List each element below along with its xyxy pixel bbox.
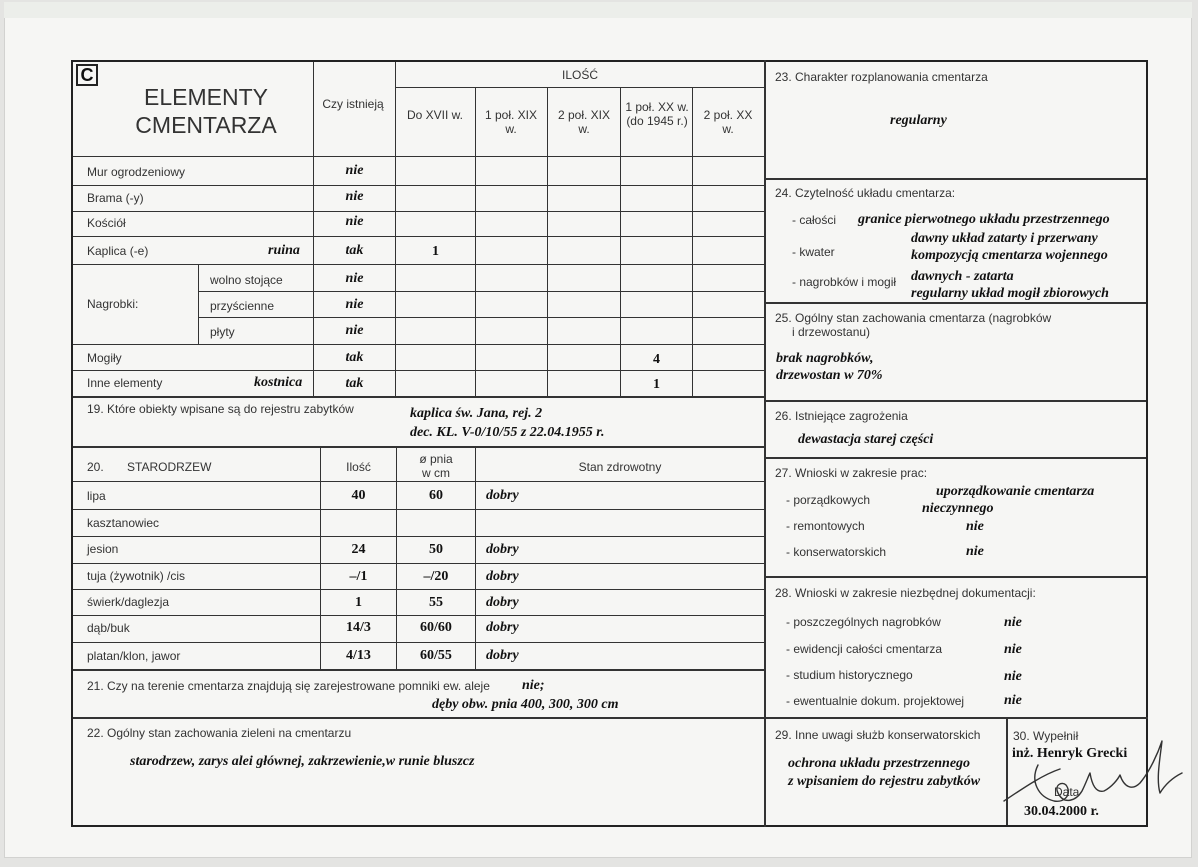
tree-state: dobry [486,595,519,610]
header-ilosc: ILOŚĆ [561,68,598,82]
tree-count: 40 [351,488,366,503]
s24-nagrobkow-value-line2: regularny układ mogił zbiorowych [911,286,1109,301]
header-czy-istnieja: Czy istnieją [322,97,384,111]
nagrobki-exists: nie [345,271,364,286]
tree-species: dąb/buk [87,621,130,635]
tree-diameter: 50 [429,542,443,557]
tree-species: jesion [87,542,119,556]
tree-diameter: 60 [429,488,443,503]
s28-item-value: nie [1004,693,1022,708]
s28-item-label: - ewentualnie dokum. projektowej [786,694,965,708]
s28-item-label: - ewidencji całości cmentarza [786,642,943,656]
s26-value: dewastacja starej części [798,432,934,447]
tree-diameter: 55 [429,595,443,610]
s24-label: 24. Czytelność układu cmentarza: [775,186,956,200]
nagrobki-exists: nie [345,323,364,338]
tree-state: dobry [486,542,519,557]
s23-value: regularny [890,113,947,128]
s20-number: 20. [87,460,104,474]
header-title-line2: CMENTARZA [135,112,277,138]
element-label: Kaplica (-e) [87,244,149,258]
element-label: Kościół [87,216,126,230]
s20-title: STARODRZEW [127,460,212,474]
s27-kons-label: - konserwatorskich [786,545,887,559]
tree-species: kasztanowiec [87,516,160,530]
s26-label: 26. Istniejące zagrożenia [775,409,908,423]
s28-item-value: nie [1004,669,1022,684]
s28-item-value: nie [1004,642,1022,657]
s30-date: 30.04.2000 r. [1024,804,1099,819]
s20-col-ilosc: Ilość [346,460,371,474]
tree-count: 24 [351,542,366,557]
s25-label-line1: 25. Ogólny stan zachowania cmentarza (nagrobków [775,311,1052,325]
element-label: Mogiły [87,351,122,365]
element-note: kostnica [254,375,303,390]
s22-value: starodrzew, zarys alei głównej, zakrzewienie,w runie bluszcz [130,754,475,769]
s28-item-label: - poszczególnych nagrobków [786,615,941,629]
header-period-2: 1 poł. XIX w. [484,108,538,136]
tree-diameter: –/20 [423,569,449,584]
s19-value-line2: dec. KL. V-0/10/55 z 22.04.1955 r. [410,425,605,440]
nagrobki-label: Nagrobki: [87,297,139,311]
s24-kwater-label: - kwater [792,245,835,259]
s28-label: 28. Wnioski w zakresie niezbędnej dokumentacji: [775,586,1036,600]
s24-nagrobkow-label: - nagrobków i mogił [792,275,897,289]
element-note: ruina [268,243,300,258]
tree-species: świerk/daglezja [87,595,170,609]
signature [1000,735,1190,825]
s27-porz-label: - porządkowych [786,493,871,507]
tree-count: –/1 [349,569,368,584]
s27-rem-value: nie [966,519,984,534]
s29-label: 29. Inne uwagi służb konserwatorskich [775,728,981,742]
s27-porz-value-line2: nieczynnego [922,501,994,516]
s30-name: inż. Henryk Grecki [1012,746,1128,761]
element-count: 4 [653,352,660,367]
header-letter-box: C [76,64,98,86]
element-count: 1 [653,377,660,392]
element-exists: nie [345,163,364,178]
s20-col-state: Stan zdrowotny [578,460,662,474]
s27-porz-value-line1: uporządkowanie cmentarza [936,484,1095,499]
tree-state: dobry [486,648,519,663]
s28-item-label: - studium historycznego [786,668,913,682]
s21-value-line1: nie; [522,678,545,693]
s21-label: 21. Czy na terenie cmentarza znajdują się zarejestrowane pomniki ew. aleje [87,679,490,693]
tree-species: lipa [87,489,106,503]
element-exists: tak [345,376,364,391]
element-exists: tak [345,350,364,365]
s20-col-diam-line2: w cm [422,466,450,480]
top-strip [4,2,1192,18]
element-label: Inne elementy [87,376,163,390]
s24-kwater-value-line1: dawny układ zatarty i przerwany [911,231,1098,246]
s27-kons-value: nie [966,544,984,559]
s24-calosci-value: granice pierwotnego układu przestrzennego [858,212,1110,227]
nagrobki-type: przyścienne [210,299,275,313]
s28-item-value: nie [1004,615,1022,630]
tree-state: dobry [486,569,519,584]
s21-value-line2: dęby obw. pnia 400, 300, 300 cm [432,697,619,712]
s24-nagrobkow-value-line1: dawnych - zatarta [911,269,1014,284]
tree-count: 14/3 [346,620,371,635]
nagrobki-exists: nie [345,297,364,312]
element-exists: nie [345,214,364,229]
s23-label: 23. Charakter rozplanowania cmentarza [775,70,988,84]
s30-date-label: Data [1054,785,1080,799]
s24-kwater-value-line2: kompozycją cmentarza wojennego [911,248,1108,263]
s29-value-line2: z wpisaniem do rejestru zabytków [788,774,981,789]
s25-value-line2: drzewostan w 70% [776,368,883,383]
tree-diameter: 60/55 [420,648,452,663]
s25-label-line2: i drzewostanu) [792,325,871,339]
tree-state: dobry [486,488,519,503]
s25-value-line1: brak nagrobków, [776,351,874,366]
tree-species: platan/klon, jawor [87,649,181,663]
s19-value-line1: kaplica św. Jana, rej. 2 [410,406,543,421]
element-count: 1 [432,244,439,259]
s20-col-diam-line1: ø pnia [419,452,453,466]
nagrobki-type: wolno stojące [210,273,283,287]
element-exists: tak [345,243,364,258]
element-exists: nie [345,189,364,204]
element-label: Brama (-y) [87,191,144,205]
tree-state: dobry [486,620,519,635]
tree-count: 4/13 [346,648,371,663]
s19-label: 19. Które obiekty wpisane są do rejestru zabytków [87,402,354,416]
nagrobki-type: płyty [210,325,235,339]
s30-label: 30. Wypełnił [1013,729,1079,743]
s22-label: 22. Ogólny stan zachowania zieleni na cmentarzu [87,726,352,740]
header-period-1: Do XVII w. [406,108,464,122]
s27-rem-label: - remontowych [786,519,865,533]
element-label: Mur ogrodzeniowy [87,165,186,179]
tree-diameter: 60/60 [420,620,452,635]
s27-label: 27. Wnioski w zakresie prac: [775,466,928,480]
tree-species: tuja (żywotnik) /cis [87,569,186,583]
tree-count: 1 [355,595,362,610]
header-period-4: 1 poł. XX w. (do 1945 r.) [625,100,689,128]
header-period-5: 2 poł. XX w. [703,108,753,136]
header-period-3: 2 poł. XIX w. [557,108,611,136]
s29-value-line1: ochrona układu przestrzennego [788,756,971,771]
header-title-line1: ELEMENTY [144,84,268,110]
s24-calosci-label: - całości [792,213,837,227]
